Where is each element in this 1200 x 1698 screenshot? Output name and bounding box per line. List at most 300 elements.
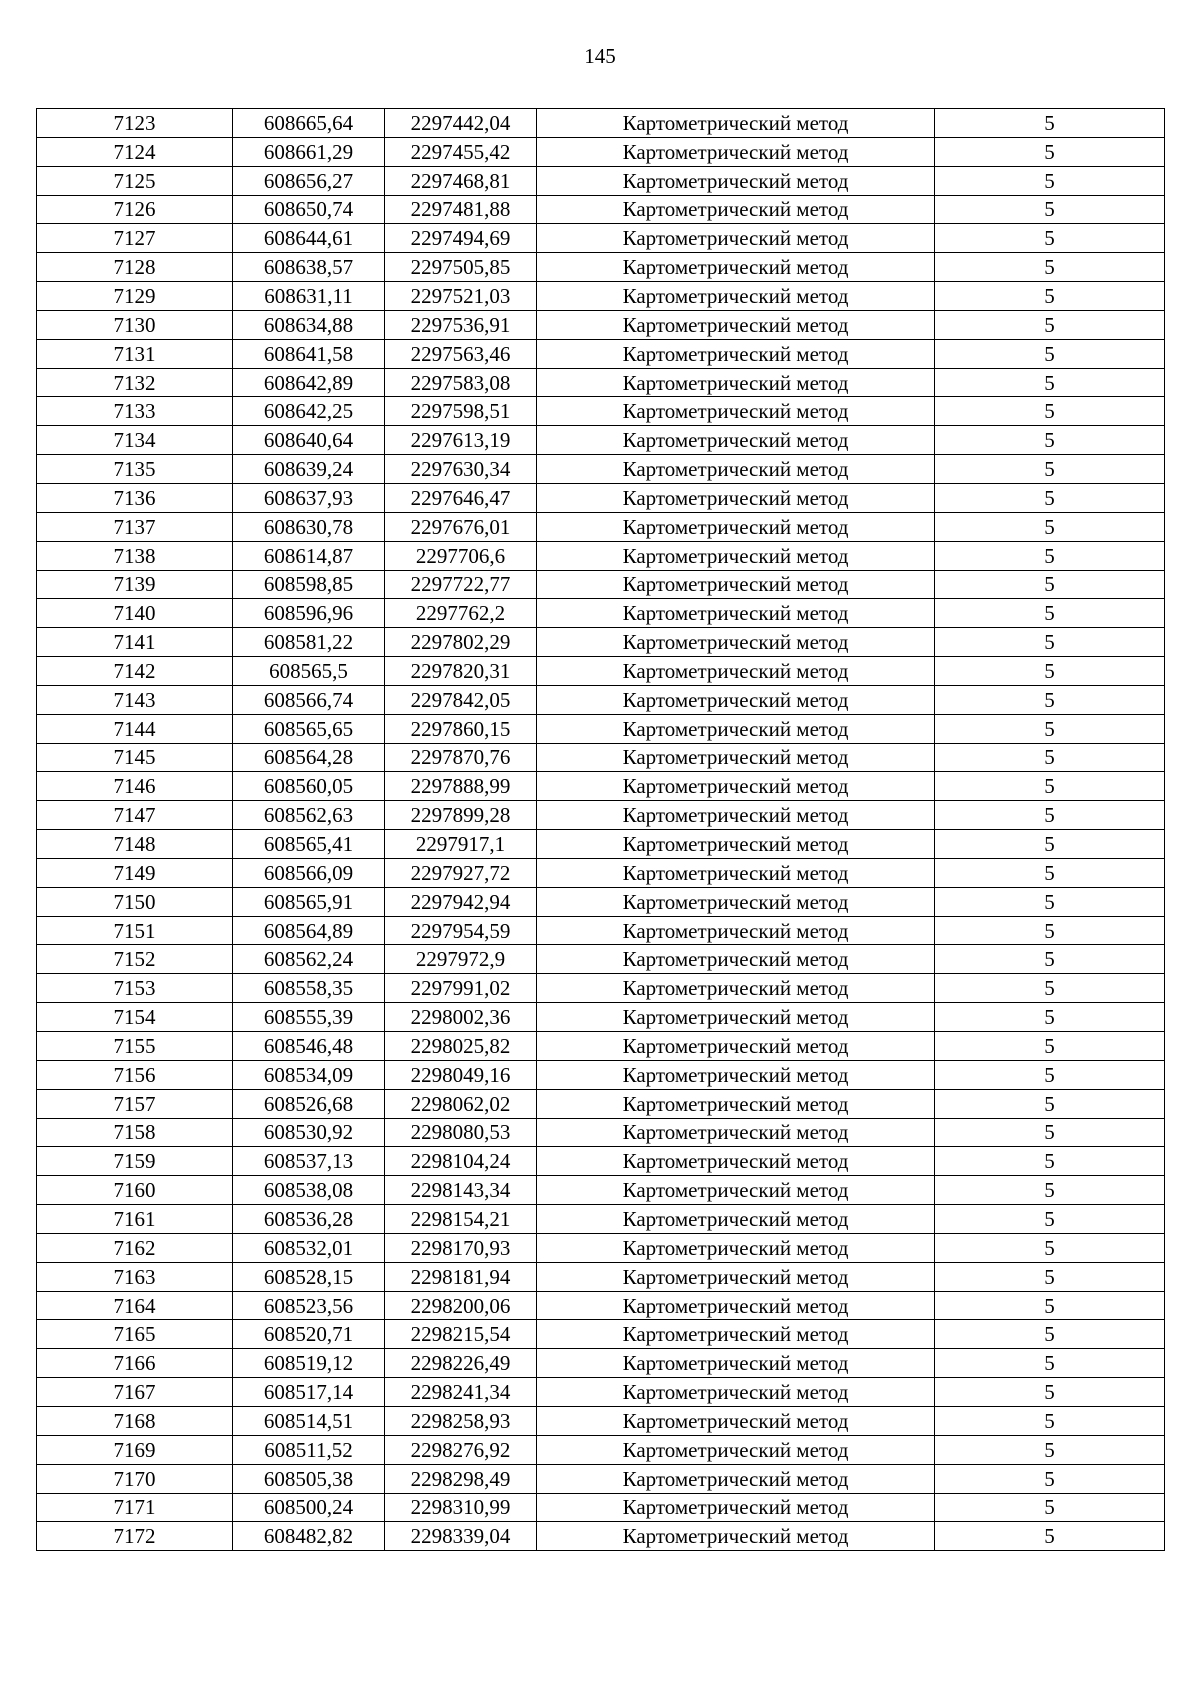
table-row (37, 657, 1165, 686)
x-coordinate-cell: 608564,89 (233, 916, 385, 945)
accuracy-cell: 5 (935, 1262, 1165, 1291)
point-number-cell: 7133 (37, 397, 233, 426)
accuracy-cell: 5 (935, 887, 1165, 916)
point-number-cell: 7161 (37, 1205, 233, 1234)
y-coordinate-cell: 2297954,59 (385, 916, 537, 945)
accuracy-cell: 5 (935, 1349, 1165, 1378)
accuracy-cell: 5 (935, 166, 1165, 195)
y-coordinate-cell: 2298080,53 (385, 1118, 537, 1147)
accuracy-cell: 5 (935, 1089, 1165, 1118)
method-cell: Картометрический метод (537, 1147, 935, 1176)
method-cell: Картометрический метод (537, 570, 935, 599)
table-row (37, 1003, 1165, 1032)
table-row (37, 224, 1165, 253)
point-number-cell: 7134 (37, 426, 233, 455)
point-number-cell: 7163 (37, 1262, 233, 1291)
table-row (37, 1118, 1165, 1147)
method-cell: Картометрический метод (537, 1406, 935, 1435)
y-coordinate-cell: 2298241,34 (385, 1378, 537, 1407)
table-row (37, 1406, 1165, 1435)
point-number-cell: 7148 (37, 830, 233, 859)
table-row (37, 916, 1165, 945)
x-coordinate-cell: 608517,14 (233, 1378, 385, 1407)
accuracy-cell: 5 (935, 1435, 1165, 1464)
y-coordinate-cell: 2298049,16 (385, 1060, 537, 1089)
method-cell: Картометрический метод (537, 772, 935, 801)
y-coordinate-cell: 2297860,15 (385, 714, 537, 743)
table-row (37, 1089, 1165, 1118)
method-cell: Картометрический метод (537, 1291, 935, 1320)
point-number-cell: 7156 (37, 1060, 233, 1089)
method-cell: Картометрический метод (537, 1522, 935, 1551)
point-number-cell: 7155 (37, 1032, 233, 1061)
y-coordinate-cell: 2297521,03 (385, 282, 537, 311)
x-coordinate-cell: 608514,51 (233, 1406, 385, 1435)
y-coordinate-cell: 2298104,24 (385, 1147, 537, 1176)
table-row (37, 1176, 1165, 1205)
x-coordinate-cell: 608519,12 (233, 1349, 385, 1378)
y-coordinate-cell: 2297870,76 (385, 743, 537, 772)
y-coordinate-cell: 2297676,01 (385, 512, 537, 541)
point-number-cell: 7165 (37, 1320, 233, 1349)
x-coordinate-cell: 608566,09 (233, 858, 385, 887)
x-coordinate-cell: 608637,93 (233, 483, 385, 512)
method-cell: Картометрический метод (537, 195, 935, 224)
point-number-cell: 7137 (37, 512, 233, 541)
y-coordinate-cell: 2297494,69 (385, 224, 537, 253)
table-row (37, 282, 1165, 311)
x-coordinate-cell: 608534,09 (233, 1060, 385, 1089)
accuracy-cell: 5 (935, 1378, 1165, 1407)
table-row (37, 253, 1165, 282)
x-coordinate-cell: 608505,38 (233, 1464, 385, 1493)
accuracy-cell: 5 (935, 945, 1165, 974)
accuracy-cell: 5 (935, 830, 1165, 859)
y-coordinate-cell: 2298276,92 (385, 1435, 537, 1464)
y-coordinate-cell: 2297630,34 (385, 455, 537, 484)
y-coordinate-cell: 2298154,21 (385, 1205, 537, 1234)
point-number-cell: 7129 (37, 282, 233, 311)
table-row (37, 1378, 1165, 1407)
point-number-cell: 7147 (37, 801, 233, 830)
table-row (37, 830, 1165, 859)
method-cell: Картометрический метод (537, 974, 935, 1003)
y-coordinate-cell: 2298143,34 (385, 1176, 537, 1205)
accuracy-cell: 5 (935, 368, 1165, 397)
method-cell: Картометрический метод (537, 1032, 935, 1061)
table-row (37, 310, 1165, 339)
point-number-cell: 7151 (37, 916, 233, 945)
table-row (37, 974, 1165, 1003)
table-row (37, 1291, 1165, 1320)
y-coordinate-cell: 2297888,99 (385, 772, 537, 801)
x-coordinate-cell: 608640,64 (233, 426, 385, 455)
accuracy-cell: 5 (935, 1406, 1165, 1435)
method-cell: Картометрический метод (537, 368, 935, 397)
table-row (37, 714, 1165, 743)
table-row (37, 1435, 1165, 1464)
table-row (37, 945, 1165, 974)
y-coordinate-cell: 2298200,06 (385, 1291, 537, 1320)
point-number-cell: 7170 (37, 1464, 233, 1493)
method-cell: Картометрический метод (537, 801, 935, 830)
method-cell: Картометрический метод (537, 916, 935, 945)
method-cell: Картометрический метод (537, 1060, 935, 1089)
x-coordinate-cell: 608546,48 (233, 1032, 385, 1061)
x-coordinate-cell: 608642,25 (233, 397, 385, 426)
x-coordinate-cell: 608558,35 (233, 974, 385, 1003)
accuracy-cell: 5 (935, 310, 1165, 339)
method-cell: Картометрический метод (537, 339, 935, 368)
point-number-cell: 7153 (37, 974, 233, 1003)
table-row (37, 1262, 1165, 1291)
y-coordinate-cell: 2297563,46 (385, 339, 537, 368)
table-row (37, 1032, 1165, 1061)
coordinates-table-body (37, 109, 1165, 1551)
table-row (37, 801, 1165, 830)
accuracy-cell: 5 (935, 628, 1165, 657)
x-coordinate-cell: 608634,88 (233, 310, 385, 339)
y-coordinate-cell: 2297583,08 (385, 368, 537, 397)
y-coordinate-cell: 2297991,02 (385, 974, 537, 1003)
point-number-cell: 7132 (37, 368, 233, 397)
accuracy-cell: 5 (935, 1032, 1165, 1061)
table-row (37, 1060, 1165, 1089)
y-coordinate-cell: 2297899,28 (385, 801, 537, 830)
x-coordinate-cell: 608562,24 (233, 945, 385, 974)
point-number-cell: 7149 (37, 858, 233, 887)
accuracy-cell: 5 (935, 743, 1165, 772)
point-number-cell: 7138 (37, 541, 233, 570)
x-coordinate-cell: 608530,92 (233, 1118, 385, 1147)
x-coordinate-cell: 608562,63 (233, 801, 385, 830)
x-coordinate-cell: 608631,11 (233, 282, 385, 311)
table-row (37, 599, 1165, 628)
method-cell: Картометрический метод (537, 743, 935, 772)
method-cell: Картометрический метод (537, 1320, 935, 1349)
table-row (37, 426, 1165, 455)
table-row (37, 1233, 1165, 1262)
point-number-cell: 7150 (37, 887, 233, 916)
y-coordinate-cell: 2298298,49 (385, 1464, 537, 1493)
y-coordinate-cell: 2297468,81 (385, 166, 537, 195)
accuracy-cell: 5 (935, 1493, 1165, 1522)
x-coordinate-cell: 608526,68 (233, 1089, 385, 1118)
accuracy-cell: 5 (935, 483, 1165, 512)
point-number-cell: 7131 (37, 339, 233, 368)
x-coordinate-cell: 608565,65 (233, 714, 385, 743)
method-cell: Картометрический метод (537, 1176, 935, 1205)
method-cell: Картометрический метод (537, 887, 935, 916)
y-coordinate-cell: 2297722,77 (385, 570, 537, 599)
point-number-cell: 7130 (37, 310, 233, 339)
point-number-cell: 7140 (37, 599, 233, 628)
y-coordinate-cell: 2298215,54 (385, 1320, 537, 1349)
point-number-cell: 7157 (37, 1089, 233, 1118)
method-cell: Картометрический метод (537, 945, 935, 974)
point-number-cell: 7126 (37, 195, 233, 224)
method-cell: Картометрический метод (537, 685, 935, 714)
accuracy-cell: 5 (935, 1320, 1165, 1349)
method-cell: Картометрический метод (537, 1464, 935, 1493)
x-coordinate-cell: 608555,39 (233, 1003, 385, 1032)
accuracy-cell: 5 (935, 512, 1165, 541)
method-cell: Картометрический метод (537, 310, 935, 339)
point-number-cell: 7123 (37, 109, 233, 138)
point-number-cell: 7171 (37, 1493, 233, 1522)
x-coordinate-cell: 608565,5 (233, 657, 385, 686)
y-coordinate-cell: 2297442,04 (385, 109, 537, 138)
point-number-cell: 7128 (37, 253, 233, 282)
method-cell: Картометрический метод (537, 109, 935, 138)
x-coordinate-cell: 608500,24 (233, 1493, 385, 1522)
accuracy-cell: 5 (935, 801, 1165, 830)
table-row (37, 166, 1165, 195)
x-coordinate-cell: 608644,61 (233, 224, 385, 253)
table-row (37, 397, 1165, 426)
method-cell: Картометрический метод (537, 224, 935, 253)
x-coordinate-cell: 608656,27 (233, 166, 385, 195)
x-coordinate-cell: 608520,71 (233, 1320, 385, 1349)
x-coordinate-cell: 608560,05 (233, 772, 385, 801)
accuracy-cell: 5 (935, 570, 1165, 599)
x-coordinate-cell: 608536,28 (233, 1205, 385, 1234)
table-row (37, 858, 1165, 887)
y-coordinate-cell: 2298062,02 (385, 1089, 537, 1118)
accuracy-cell: 5 (935, 1147, 1165, 1176)
point-number-cell: 7136 (37, 483, 233, 512)
method-cell: Картометрический метод (537, 137, 935, 166)
method-cell: Картометрический метод (537, 1233, 935, 1262)
x-coordinate-cell: 608537,13 (233, 1147, 385, 1176)
table-row (37, 1522, 1165, 1551)
accuracy-cell: 5 (935, 1060, 1165, 1089)
table-row (37, 339, 1165, 368)
y-coordinate-cell: 2297820,31 (385, 657, 537, 686)
point-number-cell: 7159 (37, 1147, 233, 1176)
method-cell: Картометрический метод (537, 166, 935, 195)
point-number-cell: 7166 (37, 1349, 233, 1378)
point-number-cell: 7135 (37, 455, 233, 484)
method-cell: Картометрический метод (537, 483, 935, 512)
y-coordinate-cell: 2298025,82 (385, 1032, 537, 1061)
method-cell: Картометрический метод (537, 599, 935, 628)
method-cell: Картометрический метод (537, 455, 935, 484)
accuracy-cell: 5 (935, 137, 1165, 166)
table-row (37, 455, 1165, 484)
x-coordinate-cell: 608641,58 (233, 339, 385, 368)
accuracy-cell: 5 (935, 339, 1165, 368)
accuracy-cell: 5 (935, 109, 1165, 138)
table-row (37, 743, 1165, 772)
point-number-cell: 7146 (37, 772, 233, 801)
x-coordinate-cell: 608564,28 (233, 743, 385, 772)
table-row (37, 887, 1165, 916)
x-coordinate-cell: 608642,89 (233, 368, 385, 397)
accuracy-cell: 5 (935, 282, 1165, 311)
accuracy-cell: 5 (935, 599, 1165, 628)
point-number-cell: 7172 (37, 1522, 233, 1551)
method-cell: Картометрический метод (537, 253, 935, 282)
method-cell: Картометрический метод (537, 1435, 935, 1464)
accuracy-cell: 5 (935, 1003, 1165, 1032)
accuracy-cell: 5 (935, 195, 1165, 224)
y-coordinate-cell: 2297481,88 (385, 195, 537, 224)
x-coordinate-cell: 608528,15 (233, 1262, 385, 1291)
y-coordinate-cell: 2297598,51 (385, 397, 537, 426)
table-row (37, 483, 1165, 512)
x-coordinate-cell: 608511,52 (233, 1435, 385, 1464)
x-coordinate-cell: 608614,87 (233, 541, 385, 570)
x-coordinate-cell: 608482,82 (233, 1522, 385, 1551)
point-number-cell: 7124 (37, 137, 233, 166)
method-cell: Картометрический метод (537, 1205, 935, 1234)
method-cell: Картометрический метод (537, 397, 935, 426)
y-coordinate-cell: 2298339,04 (385, 1522, 537, 1551)
accuracy-cell: 5 (935, 1176, 1165, 1205)
method-cell: Картометрический метод (537, 1118, 935, 1147)
y-coordinate-cell: 2297706,6 (385, 541, 537, 570)
table-row (37, 368, 1165, 397)
x-coordinate-cell: 608661,29 (233, 137, 385, 166)
accuracy-cell: 5 (935, 397, 1165, 426)
x-coordinate-cell: 608650,74 (233, 195, 385, 224)
y-coordinate-cell: 2297842,05 (385, 685, 537, 714)
y-coordinate-cell: 2298002,36 (385, 1003, 537, 1032)
point-number-cell: 7169 (37, 1435, 233, 1464)
y-coordinate-cell: 2297942,94 (385, 887, 537, 916)
y-coordinate-cell: 2297762,2 (385, 599, 537, 628)
coordinates-table (36, 108, 1165, 1551)
y-coordinate-cell: 2298258,93 (385, 1406, 537, 1435)
point-number-cell: 7168 (37, 1406, 233, 1435)
table-row (37, 685, 1165, 714)
table-row (37, 1464, 1165, 1493)
y-coordinate-cell: 2297613,19 (385, 426, 537, 455)
table-row (37, 1493, 1165, 1522)
y-coordinate-cell: 2298226,49 (385, 1349, 537, 1378)
y-coordinate-cell: 2297646,47 (385, 483, 537, 512)
x-coordinate-cell: 608532,01 (233, 1233, 385, 1262)
table-row (37, 1320, 1165, 1349)
x-coordinate-cell: 608538,08 (233, 1176, 385, 1205)
point-number-cell: 7141 (37, 628, 233, 657)
table-row (37, 137, 1165, 166)
point-number-cell: 7162 (37, 1233, 233, 1262)
point-number-cell: 7152 (37, 945, 233, 974)
accuracy-cell: 5 (935, 224, 1165, 253)
table-row (37, 570, 1165, 599)
accuracy-cell: 5 (935, 714, 1165, 743)
x-coordinate-cell: 608566,74 (233, 685, 385, 714)
table-row (37, 195, 1165, 224)
method-cell: Картометрический метод (537, 628, 935, 657)
accuracy-cell: 5 (935, 455, 1165, 484)
table-row (37, 628, 1165, 657)
y-coordinate-cell: 2298170,93 (385, 1233, 537, 1262)
point-number-cell: 7144 (37, 714, 233, 743)
table-row (37, 1205, 1165, 1234)
method-cell: Картометрический метод (537, 830, 935, 859)
point-number-cell: 7125 (37, 166, 233, 195)
method-cell: Картометрический метод (537, 1493, 935, 1522)
point-number-cell: 7139 (37, 570, 233, 599)
accuracy-cell: 5 (935, 1291, 1165, 1320)
accuracy-cell: 5 (935, 426, 1165, 455)
accuracy-cell: 5 (935, 974, 1165, 1003)
method-cell: Картометрический метод (537, 512, 935, 541)
accuracy-cell: 5 (935, 1464, 1165, 1493)
method-cell: Картометрический метод (537, 1003, 935, 1032)
x-coordinate-cell: 608565,41 (233, 830, 385, 859)
accuracy-cell: 5 (935, 541, 1165, 570)
accuracy-cell: 5 (935, 772, 1165, 801)
table-row (37, 109, 1165, 138)
y-coordinate-cell: 2297802,29 (385, 628, 537, 657)
accuracy-cell: 5 (935, 1118, 1165, 1147)
accuracy-cell: 5 (935, 1233, 1165, 1262)
accuracy-cell: 5 (935, 657, 1165, 686)
y-coordinate-cell: 2297927,72 (385, 858, 537, 887)
point-number-cell: 7160 (37, 1176, 233, 1205)
point-number-cell: 7154 (37, 1003, 233, 1032)
method-cell: Картометрический метод (537, 1349, 935, 1378)
x-coordinate-cell: 608639,24 (233, 455, 385, 484)
accuracy-cell: 5 (935, 685, 1165, 714)
accuracy-cell: 5 (935, 1522, 1165, 1551)
point-number-cell: 7143 (37, 685, 233, 714)
x-coordinate-cell: 608596,96 (233, 599, 385, 628)
table-row (37, 772, 1165, 801)
method-cell: Картометрический метод (537, 1378, 935, 1407)
y-coordinate-cell: 2297455,42 (385, 137, 537, 166)
y-coordinate-cell: 2297972,9 (385, 945, 537, 974)
method-cell: Картометрический метод (537, 1262, 935, 1291)
point-number-cell: 7142 (37, 657, 233, 686)
x-coordinate-cell: 608565,91 (233, 887, 385, 916)
x-coordinate-cell: 608581,22 (233, 628, 385, 657)
y-coordinate-cell: 2297536,91 (385, 310, 537, 339)
point-number-cell: 7145 (37, 743, 233, 772)
y-coordinate-cell: 2298181,94 (385, 1262, 537, 1291)
x-coordinate-cell: 608630,78 (233, 512, 385, 541)
table-row (37, 1147, 1165, 1176)
x-coordinate-cell: 608523,56 (233, 1291, 385, 1320)
table-row (37, 541, 1165, 570)
point-number-cell: 7164 (37, 1291, 233, 1320)
x-coordinate-cell: 608665,64 (233, 109, 385, 138)
accuracy-cell: 5 (935, 916, 1165, 945)
point-number-cell: 7127 (37, 224, 233, 253)
y-coordinate-cell: 2297505,85 (385, 253, 537, 282)
x-coordinate-cell: 608638,57 (233, 253, 385, 282)
page-number: 145 (584, 44, 616, 68)
accuracy-cell: 5 (935, 858, 1165, 887)
y-coordinate-cell: 2298310,99 (385, 1493, 537, 1522)
accuracy-cell: 5 (935, 253, 1165, 282)
point-number-cell: 7158 (37, 1118, 233, 1147)
method-cell: Картометрический метод (537, 714, 935, 743)
x-coordinate-cell: 608598,85 (233, 570, 385, 599)
y-coordinate-cell: 2297917,1 (385, 830, 537, 859)
method-cell: Картометрический метод (537, 426, 935, 455)
method-cell: Картометрический метод (537, 282, 935, 311)
table-row (37, 1349, 1165, 1378)
table-row (37, 512, 1165, 541)
method-cell: Картометрический метод (537, 541, 935, 570)
method-cell: Картометрический метод (537, 657, 935, 686)
method-cell: Картометрический метод (537, 1089, 935, 1118)
